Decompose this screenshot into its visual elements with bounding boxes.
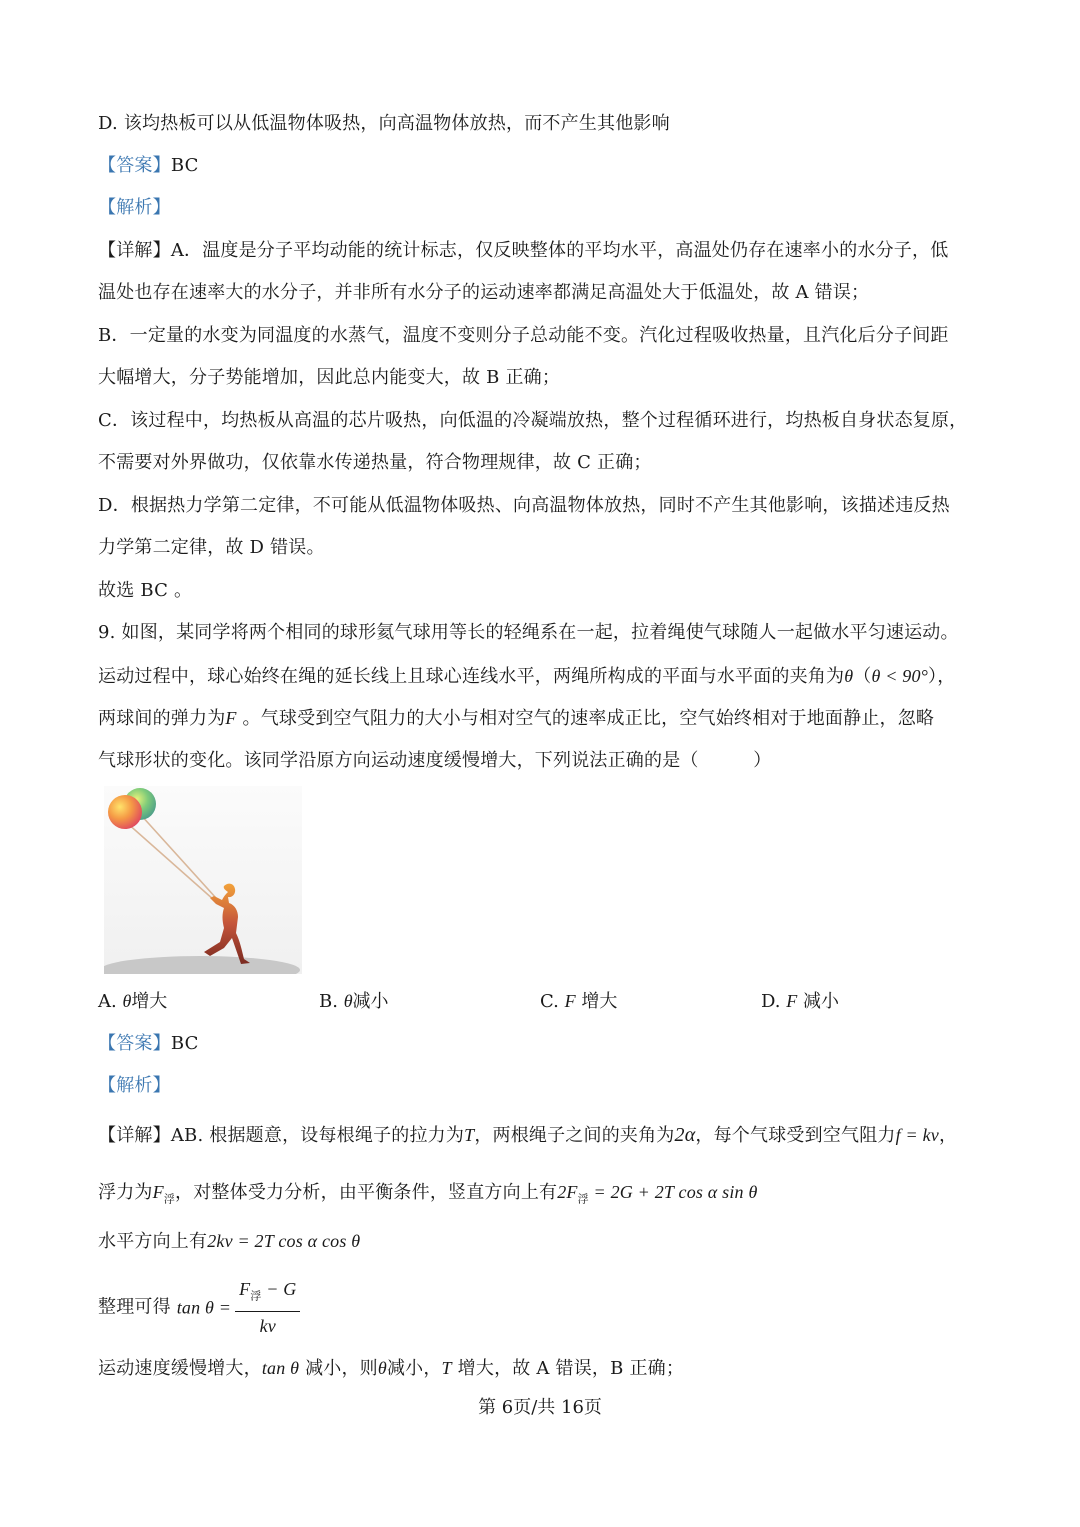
detail-text: A．温度是分子平均动能的统计标志，仅反映整体的平均水平，高温处仍存在速率小的水分子，低 bbox=[170, 240, 949, 261]
stem-text: 运动过程中，球心始终在绳的延长线上且球心连线水平，两绳所构成的平面与水平面的夹角为 bbox=[98, 666, 845, 687]
detail-tag: 【详解】 bbox=[98, 240, 171, 261]
buoyancy-subscript: 浮 bbox=[250, 1290, 262, 1303]
detail-text: 浮力为 bbox=[98, 1182, 153, 1203]
tan-theta-symbol: tan θ bbox=[261, 1358, 300, 1378]
option-text: 增大 bbox=[575, 991, 618, 1012]
q8-answer bbox=[98, 154, 988, 178]
q9-analysis-tag bbox=[98, 1074, 988, 1098]
q8-detail-line-1 bbox=[98, 239, 988, 263]
option-symbol: F bbox=[786, 991, 798, 1011]
vertical-equation-lhs: 2F bbox=[557, 1182, 578, 1202]
option-symbol: θ bbox=[343, 991, 353, 1011]
option-c[interactable] bbox=[540, 989, 617, 1014]
stem-text: 两球间的弹力为 bbox=[98, 708, 226, 729]
detail-text: 增大，故 A 错误，B 正确； bbox=[451, 1358, 685, 1379]
answer-tag: 【答案】 bbox=[98, 155, 171, 176]
q8-detail-line-5: C．该过程中，均热板从高温的芯片吸热，向低温的冷凝端放热，整个过程循环进行，均热板自身状态复原， bbox=[98, 410, 968, 431]
q8-detail-line-6: 不需要对外界做功，仅依靠水传递热量，符合物理规律，故 C 正确； bbox=[98, 452, 652, 473]
fraction-numerator-rest: − G bbox=[261, 1279, 297, 1299]
detail-tag: 【详解】 bbox=[98, 1125, 171, 1146]
stem-text: 。气球受到空气阻力的大小与相对空气的速率成正比，空气始终相对于地面静止，忽略 bbox=[236, 708, 935, 729]
buoyancy-symbol: F bbox=[152, 1182, 164, 1202]
angle-symbol: 2α bbox=[674, 1124, 696, 1146]
detail-text: ，每个气球受到空气阻力 bbox=[695, 1125, 896, 1146]
q9-detail-line-1 bbox=[98, 1123, 988, 1148]
option-label: D. bbox=[761, 991, 781, 1012]
answer-value: BC bbox=[170, 155, 199, 176]
q8-detail-line-8: 力学第二定律，故 D 错误。 bbox=[98, 537, 325, 558]
option-symbol: F bbox=[564, 991, 576, 1011]
theta-symbol: θ bbox=[844, 666, 854, 686]
option-d[interactable] bbox=[761, 989, 839, 1014]
q8-option-d: D. 该均热板可以从低温物体吸热，向高温物体放热，而不产生其他影响 bbox=[98, 113, 670, 134]
detail-text: 减小， bbox=[386, 1358, 442, 1379]
q9-detail-line-5 bbox=[98, 1356, 988, 1381]
q8-detail-line-2: 温处也存在速率大的水分子，并非所有水分子的运动速率都满足高温处大于低温处，故 A 错误； bbox=[98, 282, 870, 303]
fraction-numerator bbox=[235, 1278, 300, 1312]
option-text: 减小 bbox=[352, 991, 389, 1012]
detail-text: 水平方向上有 bbox=[98, 1231, 208, 1252]
detail-text: 减小，则 bbox=[299, 1358, 378, 1379]
q9-answer bbox=[98, 1032, 988, 1056]
fraction-denominator: kv bbox=[259, 1315, 276, 1336]
buoyancy-subscript: 浮 bbox=[577, 1192, 589, 1206]
q9-detail-line-3 bbox=[98, 1229, 988, 1254]
analysis-tag: 【解析】 bbox=[98, 197, 171, 218]
theta-symbol: θ bbox=[377, 1358, 387, 1378]
answer-value: BC bbox=[170, 1033, 199, 1054]
horizontal-equation: 2kv = 2T cos α cos θ bbox=[207, 1231, 361, 1251]
q9-detail-line-2 bbox=[98, 1180, 988, 1212]
detail-text: ， bbox=[938, 1125, 958, 1146]
stem-text: （ bbox=[853, 666, 872, 687]
detail-text: ，两根绳子之间的夹角为 bbox=[474, 1125, 675, 1146]
tan-theta-fraction bbox=[235, 1278, 300, 1337]
q8-detail-line-4: 大幅增大，分子势能增加，因此总内能变大，故 B 正确； bbox=[98, 367, 561, 388]
option-a[interactable] bbox=[98, 989, 167, 1014]
option-b[interactable] bbox=[319, 989, 389, 1014]
q9-stem-line-4: 气球形状的变化。该同学沿原方向运动速度缓慢增大，下列说法正确的是（ ） bbox=[98, 750, 772, 771]
option-label: C. bbox=[540, 991, 559, 1012]
q9-stem-line-1: 9. 如图，某同学将两个相同的球形氦气球用等长的轻绳系在一起，拉着绳使气球随人一起做水平匀速运动。 bbox=[98, 622, 959, 643]
detail-text: ，对整体受力分析，由平衡条件，竖直方向上有 bbox=[175, 1182, 558, 1203]
option-text: 减小 bbox=[797, 991, 839, 1012]
page-footer: 第 6页/共 16页 bbox=[478, 1397, 602, 1418]
option-label: A. bbox=[98, 991, 117, 1012]
detail-text: AB. 根据题意，设每根绳子的拉力为 bbox=[170, 1125, 465, 1146]
detail-text: 运动速度缓慢增大， bbox=[98, 1358, 262, 1379]
buoyancy-subscript: 浮 bbox=[163, 1192, 176, 1206]
q9-detail-line-4 bbox=[98, 1278, 988, 1336]
q8-analysis-tag bbox=[98, 196, 988, 220]
q8-detail-line-3: B．一定量的水变为同温度的水蒸气，温度不变则分子总动能不变。汽化过程吸收热量，且汽化后分子间距 bbox=[98, 325, 949, 346]
stem-text: ）， bbox=[928, 666, 956, 687]
balloon-runner-illustration bbox=[104, 786, 302, 974]
detail-text: 整理可得 bbox=[98, 1296, 171, 1318]
answer-tag: 【答案】 bbox=[98, 1033, 171, 1054]
fraction-numerator-symbol: F bbox=[239, 1279, 251, 1299]
q9-stem-line-2 bbox=[98, 664, 988, 689]
tan-theta-expression: tan θ = bbox=[176, 1297, 232, 1318]
option-symbol: θ bbox=[122, 991, 132, 1011]
analysis-tag: 【解析】 bbox=[98, 1075, 171, 1096]
option-text: 增大 bbox=[131, 991, 168, 1012]
balloon-runner-figure bbox=[104, 786, 302, 974]
force-symbol: F bbox=[225, 708, 237, 728]
option-label: B. bbox=[319, 991, 338, 1012]
q9-stem-line-3 bbox=[98, 706, 988, 731]
q8-detail-line-7: D．根据热力学第二定律，不可能从低温物体吸热、向高温物体放热，同时不产生其他影响，该描述违反热 bbox=[98, 495, 950, 516]
tension-symbol: T bbox=[441, 1358, 452, 1378]
q8-conclusion: 故选 BC 。 bbox=[98, 580, 193, 601]
vertical-equation-rhs: = 2G + 2T cos α sin θ bbox=[588, 1182, 758, 1202]
theta-condition: θ < 90° bbox=[871, 666, 929, 686]
tension-symbol: T bbox=[464, 1125, 475, 1145]
drag-equation: f = kv bbox=[895, 1125, 939, 1145]
